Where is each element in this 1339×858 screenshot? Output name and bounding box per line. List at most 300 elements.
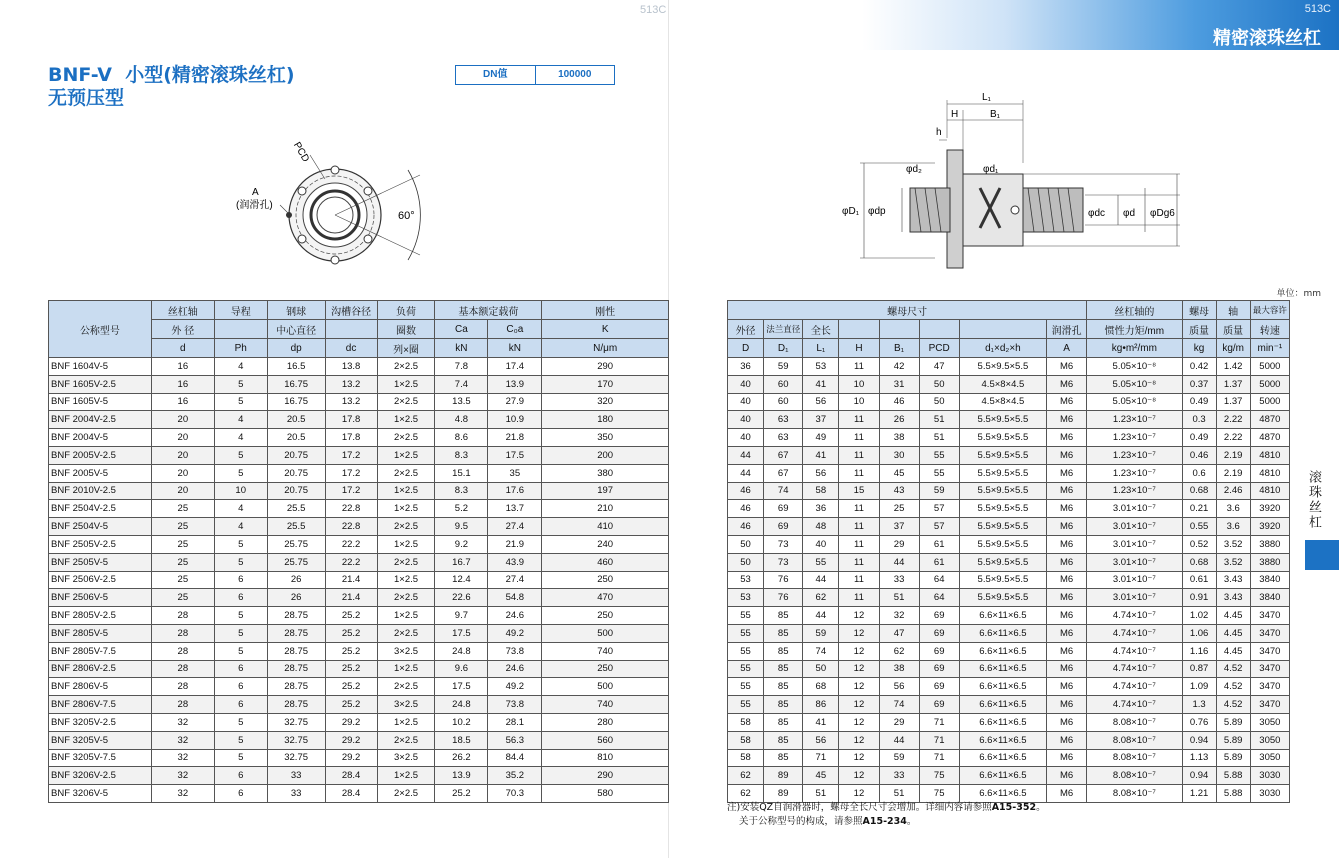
cell-circ: 2×2.5 — [377, 429, 435, 447]
cell-L1: 41 — [803, 375, 839, 393]
cell-PCD: 57 — [919, 518, 959, 536]
cell-B1: 29 — [879, 713, 919, 731]
cell-H: 11 — [839, 358, 879, 376]
cell-circ: 1×2.5 — [377, 446, 435, 464]
cell-bolt: 6.6×11×6.5 — [959, 767, 1046, 785]
table-row — [728, 358, 1290, 376]
header-shaftmass-3: kg/m — [1216, 339, 1250, 358]
cell-k: 250 — [542, 607, 669, 625]
cell-speed: 3920 — [1250, 500, 1289, 518]
cell-nutmass: 0.94 — [1182, 767, 1216, 785]
cell-circ: 1×2.5 — [377, 607, 435, 625]
cell-k: 320 — [542, 393, 669, 411]
cell-PCD: 69 — [919, 678, 959, 696]
cell-dc: 13.8 — [325, 358, 377, 376]
cell-A: M6 — [1047, 535, 1087, 553]
cell-speed: 4810 — [1250, 464, 1289, 482]
cell-L1: 41 — [803, 713, 839, 731]
cell-inertia: 3.01×10⁻⁷ — [1087, 571, 1182, 589]
cell-dp: 16.75 — [267, 375, 325, 393]
cell-ph: 6 — [214, 785, 267, 803]
cell-ph: 5 — [214, 393, 267, 411]
cell-model: BNF 2010V-2.5 — [49, 482, 152, 500]
header-lube-1: 润滑孔 — [1047, 320, 1087, 339]
cell-dc: 29.2 — [325, 731, 377, 749]
cell-dc: 21.4 — [325, 571, 377, 589]
cell-H: 11 — [839, 571, 879, 589]
cell-shaftmass: 3.52 — [1216, 553, 1250, 571]
cell-nutmass: 0.68 — [1182, 553, 1216, 571]
cell-H: 11 — [839, 429, 879, 447]
cell-c0a: 13.9 — [488, 375, 542, 393]
cell-c0a: 17.4 — [488, 358, 542, 376]
d2-label: φd₂ — [906, 164, 922, 175]
cell-d: 32 — [151, 713, 214, 731]
h-upper-label: H — [951, 109, 959, 120]
header-h: H — [839, 339, 879, 358]
cell-ca: 7.8 — [435, 358, 488, 376]
cell-ph: 4 — [214, 518, 267, 536]
cell-dp: 28.75 — [267, 660, 325, 678]
cell-model: BNF 3206V-5 — [49, 785, 152, 803]
cell-ca: 24.8 — [435, 696, 488, 714]
header-nutmass-2: 质量 — [1182, 320, 1216, 339]
cell-PCD: 47 — [919, 358, 959, 376]
cell-dp: 32.75 — [267, 749, 325, 767]
cell-D: 46 — [728, 500, 764, 518]
cell-H: 12 — [839, 624, 879, 642]
cell-ca: 18.5 — [435, 731, 488, 749]
cell-PCD: 69 — [919, 624, 959, 642]
cell-circ: 2×2.5 — [377, 464, 435, 482]
cell-A: M6 — [1047, 358, 1087, 376]
cell-dp: 20.5 — [267, 411, 325, 429]
b1-label: B₁ — [990, 109, 1001, 120]
cell-shaftmass: 5.89 — [1216, 749, 1250, 767]
table-row — [728, 571, 1290, 589]
table-row — [728, 749, 1290, 767]
table-row — [49, 464, 669, 482]
cell-ca: 17.5 — [435, 624, 488, 642]
cell-model: BNF 1605V-2.5 — [49, 375, 152, 393]
cell-A: M6 — [1047, 553, 1087, 571]
header-ca-unit: kN — [435, 339, 488, 358]
cell-bolt: 6.6×11×6.5 — [959, 713, 1046, 731]
cell-D: 55 — [728, 642, 764, 660]
cell-dc: 17.2 — [325, 482, 377, 500]
header-bolt: d₁×d₂×h — [959, 339, 1046, 358]
cell-nutmass: 0.52 — [1182, 535, 1216, 553]
table-row — [49, 767, 669, 785]
cell-c0a: 21.9 — [488, 535, 542, 553]
cell-dc: 25.2 — [325, 678, 377, 696]
cell-ph: 4 — [214, 429, 267, 447]
cell-d: 20 — [151, 446, 214, 464]
dp-label: φdp — [868, 206, 886, 217]
cell-model: BNF 2806V-5 — [49, 678, 152, 696]
cell-L1: 40 — [803, 535, 839, 553]
cell-nutmass: 0.94 — [1182, 731, 1216, 749]
pcd-label: PCD — [290, 140, 312, 165]
cell-shaftmass: 3.43 — [1216, 571, 1250, 589]
cell-bolt: 4.5×8×4.5 — [959, 375, 1046, 393]
header-nutmass-3: kg — [1182, 339, 1216, 358]
D1-label: φD₁ — [842, 206, 860, 217]
cell-bolt: 5.5×9.5×5.5 — [959, 482, 1046, 500]
cell-A: M6 — [1047, 767, 1087, 785]
cell-A: M6 — [1047, 589, 1087, 607]
header-len-3: L₁ — [803, 339, 839, 358]
cell-circ: 1×2.5 — [377, 482, 435, 500]
cell-inertia: 4.74×10⁻⁷ — [1087, 696, 1182, 714]
cell-k: 500 — [542, 678, 669, 696]
cell-nutmass: 0.87 — [1182, 660, 1216, 678]
cell-D1: 67 — [764, 464, 803, 482]
cell-d: 28 — [151, 642, 214, 660]
cell-c0a: 35.2 — [488, 767, 542, 785]
cell-inertia: 5.05×10⁻⁸ — [1087, 358, 1182, 376]
cell-ca: 10.2 — [435, 713, 488, 731]
cell-dc: 13.2 — [325, 375, 377, 393]
cell-D: 62 — [728, 767, 764, 785]
cell-bolt: 5.5×9.5×5.5 — [959, 411, 1046, 429]
cell-shaftmass: 5.89 — [1216, 713, 1250, 731]
cell-bolt: 4.5×8×4.5 — [959, 393, 1046, 411]
cell-D: 55 — [728, 660, 764, 678]
cell-A: M6 — [1047, 678, 1087, 696]
flange-end-view-drawing — [230, 135, 450, 285]
cell-D1: 89 — [764, 785, 803, 803]
header-band — [862, 0, 1339, 50]
cell-dc: 25.2 — [325, 624, 377, 642]
cell-d: 20 — [151, 482, 214, 500]
cell-PCD: 50 — [919, 393, 959, 411]
cell-d: 28 — [151, 696, 214, 714]
cell-H: 11 — [839, 500, 879, 518]
dn-value-box — [455, 65, 615, 85]
cell-dc: 28.4 — [325, 767, 377, 785]
cell-dp: 16.75 — [267, 393, 325, 411]
cell-inertia: 4.74×10⁻⁷ — [1087, 607, 1182, 625]
cell-B1: 56 — [879, 678, 919, 696]
cell-PCD: 51 — [919, 411, 959, 429]
cell-PCD: 71 — [919, 731, 959, 749]
cell-dp: 25.5 — [267, 518, 325, 536]
cell-bolt: 6.6×11×6.5 — [959, 785, 1046, 803]
cell-PCD: 69 — [919, 696, 959, 714]
table-row — [49, 535, 669, 553]
cell-D: 40 — [728, 411, 764, 429]
table-row — [49, 375, 669, 393]
cell-D1: 76 — [764, 571, 803, 589]
cell-c0a: 24.6 — [488, 660, 542, 678]
cell-D1: 85 — [764, 731, 803, 749]
cell-inertia: 3.01×10⁻⁷ — [1087, 589, 1182, 607]
header-ball-1: 钢球 — [267, 301, 325, 320]
cell-model: BNF 3205V-2.5 — [49, 713, 152, 731]
cell-inertia: 8.08×10⁻⁷ — [1087, 767, 1182, 785]
footnote-2-ref[interactable]: A15-234 — [862, 816, 907, 827]
cell-nutmass: 0.68 — [1182, 482, 1216, 500]
cell-d: 28 — [151, 624, 214, 642]
cell-shaftmass: 4.45 — [1216, 624, 1250, 642]
cell-inertia: 3.01×10⁻⁷ — [1087, 535, 1182, 553]
header-b1: B₁ — [879, 339, 919, 358]
header-speed-3: min⁻¹ — [1250, 339, 1289, 358]
cell-D1: 73 — [764, 535, 803, 553]
cell-shaftmass: 1.37 — [1216, 393, 1250, 411]
cell-circ: 1×2.5 — [377, 660, 435, 678]
cell-inertia: 4.74×10⁻⁷ — [1087, 642, 1182, 660]
header-lead-1: 导程 — [214, 301, 267, 320]
cell-dp: 16.5 — [267, 358, 325, 376]
header-load-3: 列×圈 — [377, 339, 435, 358]
cell-ca: 8.3 — [435, 446, 488, 464]
cell-c0a: 10.9 — [488, 411, 542, 429]
table-row — [49, 518, 669, 536]
cell-k: 740 — [542, 642, 669, 660]
cell-L1: 44 — [803, 571, 839, 589]
cell-A: M6 — [1047, 749, 1087, 767]
cell-speed: 3840 — [1250, 571, 1289, 589]
cell-nutmass: 0.61 — [1182, 571, 1216, 589]
table-row — [728, 607, 1290, 625]
header-nut-dims: 螺母尺寸 — [728, 301, 1087, 320]
table-row — [728, 535, 1290, 553]
table-row — [728, 731, 1290, 749]
table-row — [728, 446, 1290, 464]
table-row — [49, 393, 669, 411]
cell-shaftmass: 3.6 — [1216, 518, 1250, 536]
header-c0a-unit: kN — [488, 339, 542, 358]
cell-inertia: 1.23×10⁻⁷ — [1087, 464, 1182, 482]
cell-dc: 22.2 — [325, 553, 377, 571]
l1-label: L₁ — [982, 92, 991, 103]
header-h-blank — [839, 320, 879, 339]
cell-speed: 4810 — [1250, 482, 1289, 500]
cell-shaftmass: 2.22 — [1216, 411, 1250, 429]
cell-k: 250 — [542, 571, 669, 589]
cell-ca: 9.5 — [435, 518, 488, 536]
cell-D1: 85 — [764, 678, 803, 696]
cell-bolt: 6.6×11×6.5 — [959, 607, 1046, 625]
cell-model: BNF 2505V-5 — [49, 553, 152, 571]
cell-d: 28 — [151, 660, 214, 678]
cell-PCD: 55 — [919, 464, 959, 482]
cell-D: 58 — [728, 731, 764, 749]
cell-bolt: 5.5×9.5×5.5 — [959, 358, 1046, 376]
cell-inertia: 8.08×10⁻⁷ — [1087, 713, 1182, 731]
header-rigidity-1: 刚性 — [542, 301, 669, 320]
cell-circ: 1×2.5 — [377, 535, 435, 553]
cell-H: 11 — [839, 553, 879, 571]
table-row — [728, 696, 1290, 714]
cell-circ: 1×2.5 — [377, 500, 435, 518]
cell-D: 36 — [728, 358, 764, 376]
cell-ca: 13.5 — [435, 393, 488, 411]
cell-dp: 25.75 — [267, 553, 325, 571]
table-row — [728, 429, 1290, 447]
cell-H: 11 — [839, 411, 879, 429]
cell-dp: 32.75 — [267, 713, 325, 731]
cell-speed: 4810 — [1250, 446, 1289, 464]
footnotes — [727, 801, 1046, 829]
header-ball-3: dp — [267, 339, 325, 358]
cell-L1: 48 — [803, 518, 839, 536]
header-od-3: D — [728, 339, 764, 358]
table-row — [728, 767, 1290, 785]
cell-d: 28 — [151, 607, 214, 625]
table-row — [49, 358, 669, 376]
footnote-2 — [727, 815, 1046, 829]
cell-B1: 43 — [879, 482, 919, 500]
cell-d: 25 — [151, 589, 214, 607]
cell-model: BNF 2504V-2.5 — [49, 500, 152, 518]
table-row — [49, 713, 669, 731]
cell-B1: 46 — [879, 393, 919, 411]
cell-H: 11 — [839, 535, 879, 553]
cell-d: 32 — [151, 749, 214, 767]
cell-k: 290 — [542, 767, 669, 785]
cell-speed: 5000 — [1250, 393, 1289, 411]
header-len-1: 全长 — [803, 320, 839, 339]
cell-bolt: 6.6×11×6.5 — [959, 731, 1046, 749]
cell-D: 40 — [728, 375, 764, 393]
cell-dp: 32.75 — [267, 731, 325, 749]
cell-ph: 5 — [214, 731, 267, 749]
cell-d: 25 — [151, 571, 214, 589]
table-row — [728, 678, 1290, 696]
cell-inertia: 4.74×10⁻⁷ — [1087, 678, 1182, 696]
cell-PCD: 75 — [919, 767, 959, 785]
cell-circ: 3×2.5 — [377, 749, 435, 767]
cell-L1: 71 — [803, 749, 839, 767]
cell-bolt: 5.5×9.5×5.5 — [959, 446, 1046, 464]
cell-d: 20 — [151, 464, 214, 482]
cell-speed: 3470 — [1250, 678, 1289, 696]
cell-B1: 26 — [879, 411, 919, 429]
cell-bolt: 6.6×11×6.5 — [959, 678, 1046, 696]
cell-bolt: 5.5×9.5×5.5 — [959, 518, 1046, 536]
cell-dp: 33 — [267, 767, 325, 785]
cell-ca: 25.2 — [435, 785, 488, 803]
table-row — [49, 553, 669, 571]
cell-k: 210 — [542, 500, 669, 518]
footnote-1-ref[interactable]: A15-352 — [991, 802, 1037, 813]
table-row — [728, 553, 1290, 571]
cell-speed: 5000 — [1250, 375, 1289, 393]
table-row — [728, 375, 1290, 393]
header-pcd: PCD — [919, 339, 959, 358]
cell-A: M6 — [1047, 464, 1087, 482]
cell-model: BNF 2004V-2.5 — [49, 411, 152, 429]
cell-D1: 85 — [764, 713, 803, 731]
header-root-3: dc — [325, 339, 377, 358]
cell-ca: 7.4 — [435, 375, 488, 393]
header-ca: Ca — [435, 320, 488, 339]
table-row — [49, 696, 669, 714]
cell-nutmass: 0.55 — [1182, 518, 1216, 536]
table-row — [728, 482, 1290, 500]
cell-L1: 41 — [803, 446, 839, 464]
cell-circ: 3×2.5 — [377, 696, 435, 714]
table-row — [728, 642, 1290, 660]
cell-inertia: 8.08×10⁻⁷ — [1087, 731, 1182, 749]
h-lower-label: h — [936, 127, 942, 138]
cell-circ: 1×2.5 — [377, 411, 435, 429]
cell-ca: 9.7 — [435, 607, 488, 625]
cell-ph: 4 — [214, 500, 267, 518]
cell-D1: 85 — [764, 749, 803, 767]
cell-D1: 73 — [764, 553, 803, 571]
cell-ca: 15.1 — [435, 464, 488, 482]
cell-circ: 2×2.5 — [377, 624, 435, 642]
table-row — [728, 785, 1290, 803]
cell-model: BNF 2504V-5 — [49, 518, 152, 536]
cell-H: 12 — [839, 678, 879, 696]
cell-d: 16 — [151, 393, 214, 411]
cell-dc: 17.8 — [325, 411, 377, 429]
header-shaftmass-1: 轴 — [1216, 301, 1250, 320]
cell-D1: 60 — [764, 375, 803, 393]
cell-bolt: 5.5×9.5×5.5 — [959, 535, 1046, 553]
cell-ph: 5 — [214, 642, 267, 660]
cell-B1: 38 — [879, 429, 919, 447]
table-row — [49, 785, 669, 803]
cell-B1: 25 — [879, 500, 919, 518]
title-line-1: BNF-V 小型(精密滚珠丝杠) — [48, 64, 295, 86]
cell-bolt: 5.5×9.5×5.5 — [959, 553, 1046, 571]
table-row — [49, 607, 669, 625]
side-section-tab[interactable] — [1305, 540, 1339, 570]
cell-model: BNF 2805V-2.5 — [49, 607, 152, 625]
cell-L1: 59 — [803, 624, 839, 642]
cell-d: 20 — [151, 411, 214, 429]
cell-speed: 3840 — [1250, 589, 1289, 607]
cell-shaftmass: 4.52 — [1216, 678, 1250, 696]
table-row — [49, 482, 669, 500]
cell-dp: 20.75 — [267, 446, 325, 464]
cell-nutmass: 1.02 — [1182, 607, 1216, 625]
cell-d: 20 — [151, 429, 214, 447]
cell-D1: 85 — [764, 660, 803, 678]
cell-c0a: 70.3 — [488, 785, 542, 803]
cell-c0a: 27.4 — [488, 571, 542, 589]
cell-A: M6 — [1047, 642, 1087, 660]
ball-screw-side-view-drawing — [840, 88, 1200, 278]
cell-dp: 28.75 — [267, 607, 325, 625]
cell-H: 12 — [839, 660, 879, 678]
right-page-number: 513C — [1304, 3, 1331, 15]
cell-PCD: 59 — [919, 482, 959, 500]
cell-circ: 1×2.5 — [377, 571, 435, 589]
cell-H: 12 — [839, 731, 879, 749]
cell-D1: 63 — [764, 429, 803, 447]
cell-speed: 4870 — [1250, 429, 1289, 447]
cell-D: 58 — [728, 749, 764, 767]
cell-dc: 17.2 — [325, 464, 377, 482]
cell-nutmass: 1.3 — [1182, 696, 1216, 714]
cell-A: M6 — [1047, 785, 1087, 803]
cell-bolt: 6.6×11×6.5 — [959, 660, 1046, 678]
cell-PCD: 61 — [919, 535, 959, 553]
cell-ph: 5 — [214, 535, 267, 553]
cell-speed: 3470 — [1250, 607, 1289, 625]
cell-B1: 59 — [879, 749, 919, 767]
footnote-1 — [727, 801, 1046, 815]
header-flange-1: 法兰直径 — [764, 320, 803, 339]
cell-B1: 47 — [879, 624, 919, 642]
